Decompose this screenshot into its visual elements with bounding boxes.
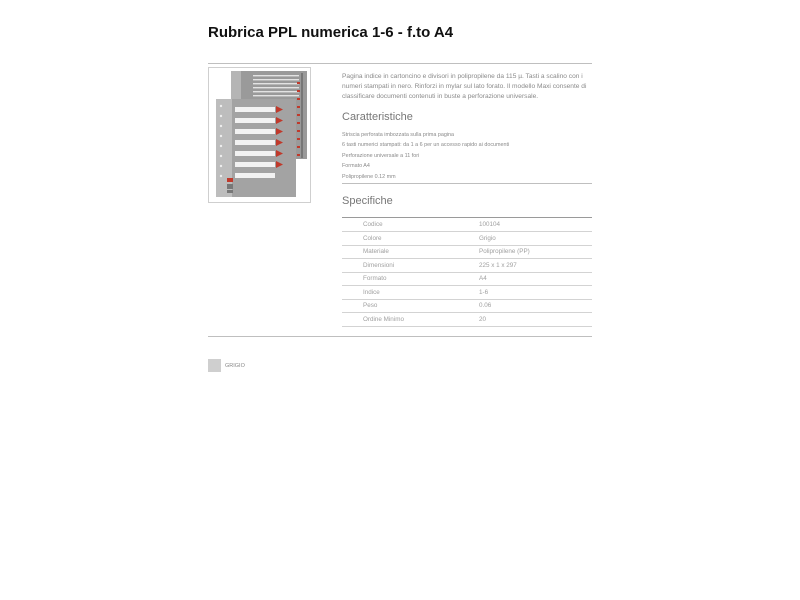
- spec-value: Grigio: [479, 234, 496, 242]
- features-heading: Caratteristiche: [342, 111, 413, 123]
- spec-label: Codice: [363, 221, 383, 228]
- feature-item: Formato A4: [342, 163, 370, 170]
- spec-label: Materiale: [363, 248, 389, 256]
- spec-value: 0.06: [479, 302, 492, 310]
- product-image: [208, 67, 311, 203]
- feature-item: Polipropilene 0.12 mm: [342, 173, 396, 180]
- features-divider: [342, 183, 592, 184]
- table-row: [342, 259, 592, 273]
- table-row: [342, 218, 592, 232]
- index-divider-product-photo-icon: [209, 68, 310, 202]
- table-row: [342, 286, 592, 300]
- spec-value: A4: [479, 275, 487, 283]
- spec-label: Formato: [363, 275, 387, 283]
- spec-value: Polipropilene (PP): [479, 248, 530, 256]
- table-row: [342, 272, 592, 286]
- spec-value: 20: [479, 315, 487, 323]
- features-list: [342, 130, 509, 182]
- feature-item: Striscia perforata imbozzata sulla prima pagina: [342, 132, 455, 138]
- spec-label: Colore: [363, 234, 382, 242]
- specs-table: [342, 218, 592, 327]
- table-row: [342, 245, 592, 259]
- specs-heading: Specifiche: [342, 195, 393, 207]
- title-divider: [208, 63, 592, 64]
- color-swatch-grigio[interactable]: [208, 359, 221, 372]
- feature-item: 6 tasti numerici stampati: da 1 a 6 per un accesso rapido ai documenti: [342, 142, 510, 149]
- table-row: [342, 299, 592, 313]
- spec-label: Peso: [363, 302, 378, 310]
- product-description: Pagina indice in cartoncino e divisori in polipropilene da 115 µ. Tasti a scalino con i numeri stampati in nero. Rinforzi in mylar sul lato forato. Il modello Maxi consente di classificare documenti contenuti in buste a perforazione universale.: [342, 73, 587, 100]
- spec-value: 1-6: [479, 288, 489, 296]
- feature-item: Perforazione universale a 11 fori: [342, 152, 420, 159]
- table-row: [342, 313, 592, 327]
- spec-label: Dimensioni: [363, 261, 395, 269]
- spec-value: 225 x 1 x 297: [479, 261, 517, 269]
- spec-value: 100104: [479, 221, 501, 228]
- color-swatch-label: GRIGIO: [225, 363, 245, 369]
- product-title: Rubrica PPL numerica 1-6 - f.to A4: [208, 24, 454, 41]
- spec-label: Ordine Minimo: [363, 315, 404, 323]
- bottom-divider: [208, 336, 592, 337]
- spec-label: Indice: [363, 288, 380, 296]
- table-row: [342, 232, 592, 246]
